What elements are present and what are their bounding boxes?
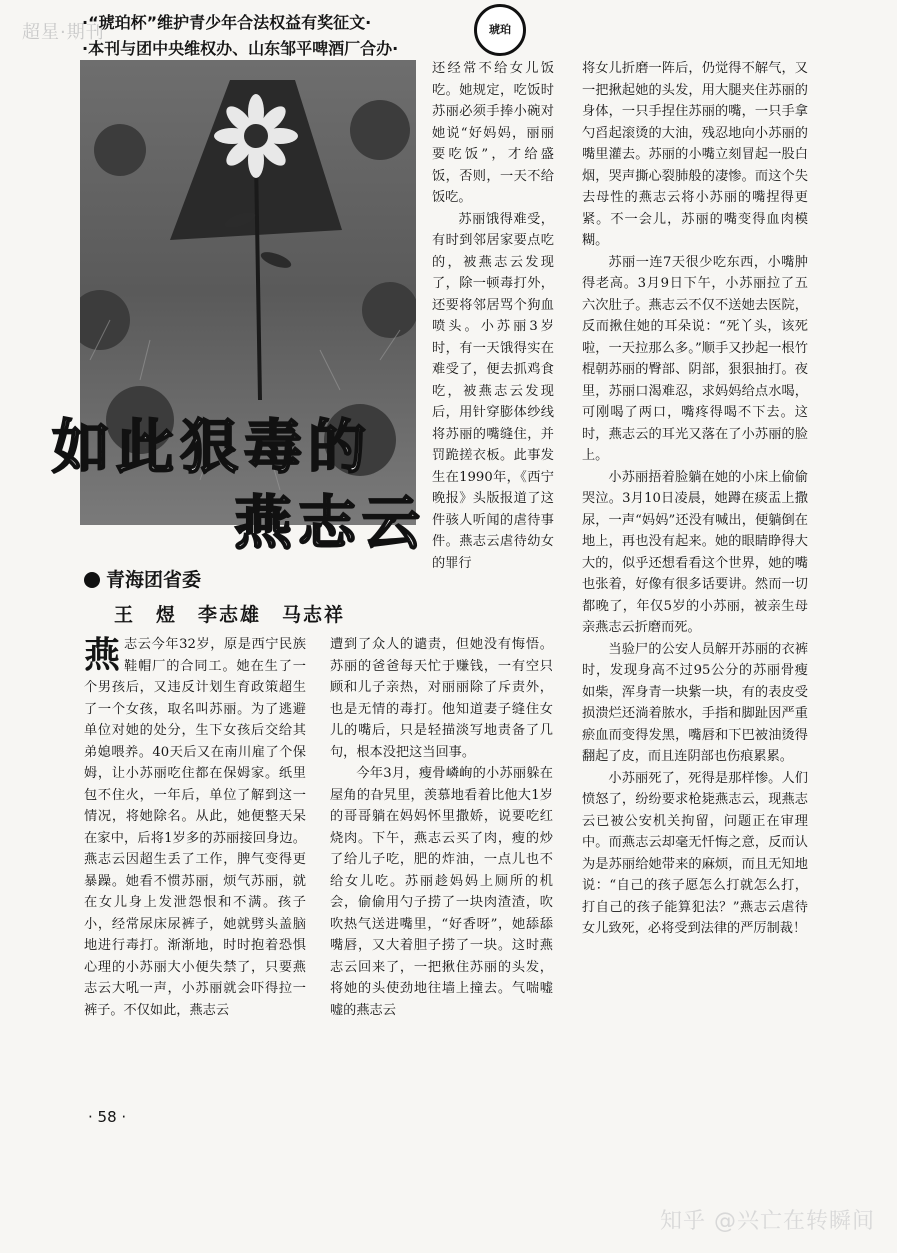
paragraph: 小苏丽捂着脸躺在她的小床上偷偷哭泣。3月10日凌晨，她蹲在痰盂上撒尿，一声“妈妈”还没有喊出，便躺倒在地上，再也没有起来。她的眼睛睁得大大的，似乎还想看看这个世界，她的嘴也张着，好像有很多话要讲。然而一切都晚了，年仅5岁的小苏丽，被亲生母亲燕志云折磨而死。 [582, 469, 808, 635]
byline-organization [84, 565, 201, 592]
article-column-2-top [432, 58, 554, 574]
article-column-1 [84, 634, 306, 1021]
banner-line-1: ·“琥珀杯”维护青少年合法权益有奖征文· [82, 13, 372, 32]
article-title-line-2: 燕志云 [234, 489, 427, 557]
paragraph: 小苏丽死了，死得是那样惨。人们愤怒了，纷纷要求枪毙燕志云，现燕志云已被公安机关拘留，问题正在审理中。而燕志云却毫无忏悔之意，反而认为是苏丽给她带来的麻烦，而且无知地说：“自己的孩子愿怎么打就怎么打，打自己的孩子能算犯法？”燕志云虐待女儿致死，必将受到法律的严厉制裁！ [582, 770, 808, 936]
article-column-2-bottom [330, 634, 553, 1021]
paragraph: 苏丽一连7天很少吃东西，小嘴肿得老高。3月9日下午，小苏丽拉了五六次肚子。燕志云不仅不送她去医院，反而揪住她的耳朵说：“死丫头，该死啦，一天拉那么多。”顺手又抄起一根竹棍朝苏丽的臀部、阴部，狠狠抽打。夜里，苏丽口渴难忍，求妈妈给点水喝，可刚喝了两口，嘴疼得喝不下去。这时，燕志云的耳光又落在了小苏丽的脸上。 [582, 254, 808, 463]
byline-org-text: 青海团省委 [106, 569, 202, 591]
page-number: · 58 · [88, 1108, 127, 1126]
bullet-dot-icon [84, 572, 100, 588]
byline-authors: 王 煜 李志雄 马志祥 [114, 604, 346, 626]
seal-text: 琥珀 [489, 23, 511, 36]
paragraph [84, 634, 306, 1021]
paragraph: 遭到了众人的谴责，但她没有悔悟。苏丽的爸爸每天忙于赚钱，一有空只顾和儿子亲热，对丽丽除了斥责外，也是无情的毒打。他知道妻子缝住女儿的嘴后，只是轻描淡写地责备了几句，根本没把这当回事。 [330, 637, 553, 760]
article-title-line-1: 如此狠毒的 [52, 413, 373, 481]
paragraph: 还经常不给女儿饭吃。她规定，吃饭时苏丽必须手捧小碗对她说“好妈妈，丽丽要吃饭”，才给盛饭，否则，一天不给饭吃。 [432, 61, 554, 205]
article-column-3 [582, 58, 808, 940]
paragraph: 当验尸的公安人员解开苏丽的衣裤时，发现身高不过95公分的苏丽骨瘦如柴，浑身青一块紫一块，有的表皮受损溃烂还淌着脓水，手指和脚趾因严重瘀血而变得发黑，嘴唇和下巴被油烫得翻起了皮，而且连阴部也伤痕累累。 [582, 641, 808, 764]
paragraph: 将女儿折磨一阵后，仍觉得不解气，又一把揪起她的头发，用大腿夹住苏丽的身体，一只手捏住苏丽的嘴，一只手拿勺舀起滚烫的大油，残忍地向小苏丽的嘴里灌去。苏丽的小嘴立刻冒起一股白烟，哭声撕心裂肺般的凄惨。而这个失去母性的燕志云将小苏丽的嘴捏得更紧。不一会儿，苏丽的嘴变得血肉模糊。 [582, 61, 808, 248]
drop-cap: 燕 [84, 634, 121, 676]
paragraph: 苏丽饿得难受，有时到邻居家要点吃的，被燕志云发现了，除一顿毒打外，还要将邻居骂个狗血喷头。小苏丽3岁时，有一天饿得实在难受了，便去抓鸡食吃，被燕志云发现后，用针穿膨体纱线将苏丽的嘴缝住，并罚跪搓衣板。此事发生在1990年，《西宁晚报》头版报道了这件骇人听闻的虐待事件。燕志云虐待幼女的罪行 [432, 211, 554, 571]
paragraph: 今年3月，瘦骨嶙峋的小苏丽躲在屋角的旮旯里，羡慕地看着比他大1岁的哥哥躺在妈妈怀里撒娇，说要吃红烧肉。下午，燕志云买了肉，瘦的炒了给儿子吃，肥的炸油，一点儿也不给女儿吃。苏丽趁妈妈上厕所的机会，偷偷用勺子捞了一块肉渣渣，吹吹热气送进嘴里，“好香呀”，她舔舔嘴唇，又大着胆子捞了一块。这时燕志云回来了，一把揪住苏丽的头发，将她的头使劲地往墙上撞去。气喘嘘嘘的燕志云 [330, 766, 553, 1018]
paragraph-text: 志云今年32岁，原是西宁民族鞋帽厂的合同工。她在生了一个男孩后，又违反计划生育政策超生了一个女孩，取名叫苏丽。为了逃避单位对她的处分，生下女孩后交给其弟媳喂养。40天后又在南川雇了个保姆，让小苏丽吃住都在保姆家。纸里包不住火，一年后，单位了解到这一情况，将她除名。从此，她便整天呆在家中，后将1岁多的苏丽接回身边。燕志云因超生丢了工作，脾气变得更暴躁。她看不惯苏丽，烦气苏丽，就在女儿身上发泄怨恨和不满。孩子小，经常尿床尿裤子，她就劈头盖脑地进行毒打。渐渐地，时时抱着恐惧心理的小苏丽大小便失禁了，只要燕志云大吼一声，小苏丽就会吓得拉一裤子。不仅如此，燕志云 [84, 637, 306, 1018]
banner-line-2: ·本刊与团中央维权办、山东邹平啤酒厂合办· [82, 39, 399, 58]
seal-logo [474, 4, 526, 56]
watermark-bottom: 知乎 @兴亡在转瞬间 [660, 1209, 875, 1234]
watermark-top: 超星·期刊 [22, 22, 105, 43]
